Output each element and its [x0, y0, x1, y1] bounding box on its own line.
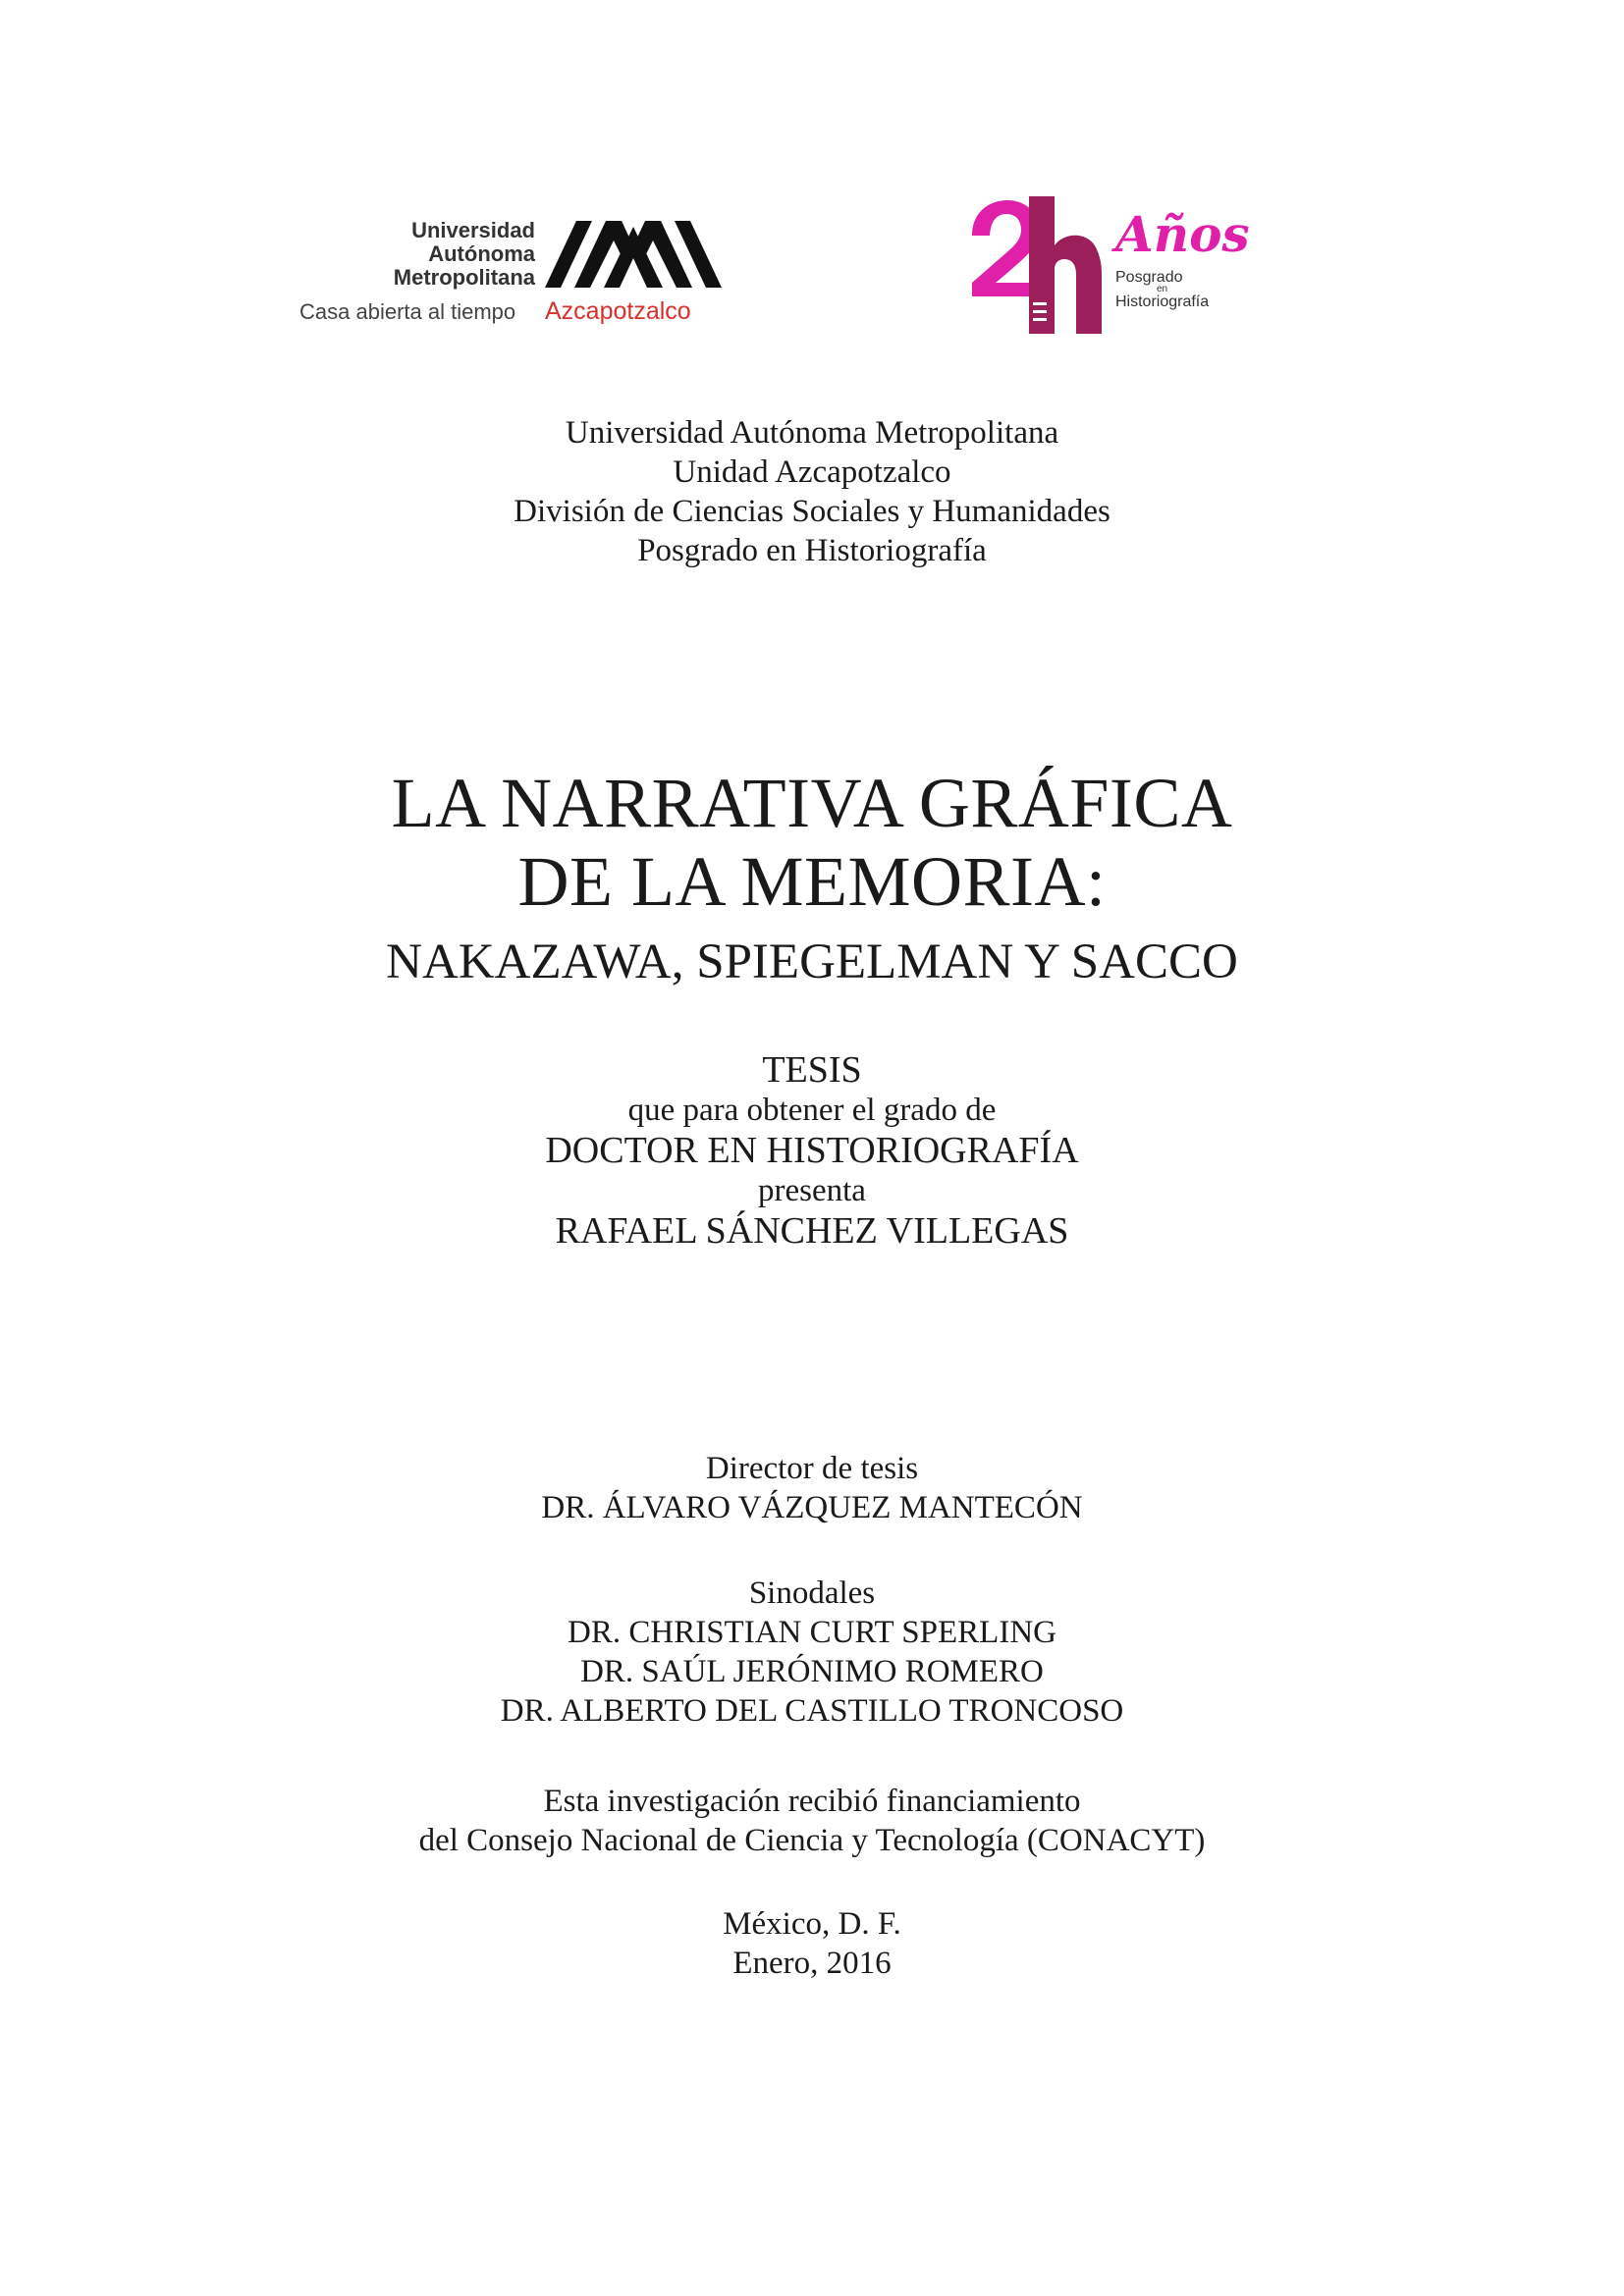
uam-tagline: Casa abierta al tiempo [299, 299, 516, 324]
director-block [0, 1449, 1624, 1527]
anniversary-program-line: Posgrado [1115, 269, 1183, 286]
uam-name-line: Metropolitana [393, 265, 535, 290]
twenty-years-emblem-icon [970, 196, 1108, 334]
author-name: RAFAEL SÁNCHEZ VILLEGAS [555, 1210, 1069, 1252]
uam-name-line: Universidad [411, 218, 535, 242]
anniversary-logo [970, 191, 1265, 339]
uam-name [394, 219, 535, 290]
subtitle-line: NAKAZAWA, SPIEGELMAN Y SACCO [386, 934, 1238, 989]
title-line-2: DE LA MEMORIA: [517, 842, 1107, 921]
sinodal-name: DR. ALBERTO DEL CASTILLO TRONCOSO [500, 1693, 1124, 1729]
anniversary-program-line: Historiografía [1115, 294, 1210, 310]
uam-unit: Azcapotzalco [545, 297, 691, 325]
degree-purpose: que para obtener el grado de [627, 1093, 997, 1128]
sinodales-label: Sinodales [748, 1575, 876, 1611]
degree-presents: presenta [758, 1173, 866, 1208]
place-date-block [0, 1904, 1624, 1983]
uam-logo [295, 191, 727, 339]
director-name: DR. ÁLVARO VÁZQUEZ MANTECÓN [541, 1490, 1083, 1525]
director-label: Director de tesis [705, 1451, 919, 1486]
funding-block [0, 1782, 1624, 1860]
sinodal-name: DR. SAÚL JERÓNIMO ROMERO [580, 1654, 1044, 1689]
thesis-subtitle [0, 933, 1624, 991]
title-line-1: LA NARRATIVA GRÁFICA [391, 764, 1233, 842]
degree-name: DOCTOR EN HISTORIOGRAFÍA [545, 1130, 1079, 1171]
institution-line: División de Ciencias Sociales y Humanidades [514, 494, 1110, 529]
institution-block [0, 413, 1624, 570]
institution-line: Posgrado en Historiografía [637, 533, 987, 568]
institution-line: Unidad Azcapotzalco [673, 454, 951, 490]
degree-type: TESIS [762, 1049, 862, 1091]
anniversary-program-en: en [1157, 284, 1168, 294]
funding-line: Esta investigación recibió financiamiento [543, 1784, 1081, 1819]
sinodales-block [0, 1574, 1624, 1731]
degree-block [0, 1048, 1624, 1253]
funding-line: del Consejo Nacional de Ciencia y Tecnología (CONACYT) [418, 1823, 1206, 1858]
date: Enero, 2016 [732, 1946, 892, 1981]
place: México, D. F. [723, 1906, 901, 1942]
uam-emblem-icon [545, 221, 722, 288]
institution-line: Universidad Autónoma Metropolitana [565, 415, 1059, 451]
uam-name-line: Autónoma [428, 241, 535, 266]
sinodal-name: DR. CHRISTIAN CURT SPERLING [568, 1615, 1056, 1650]
thesis-title [0, 764, 1624, 921]
anniversary-program [1115, 270, 1209, 309]
anniversary-anos: Años [1115, 205, 1250, 263]
